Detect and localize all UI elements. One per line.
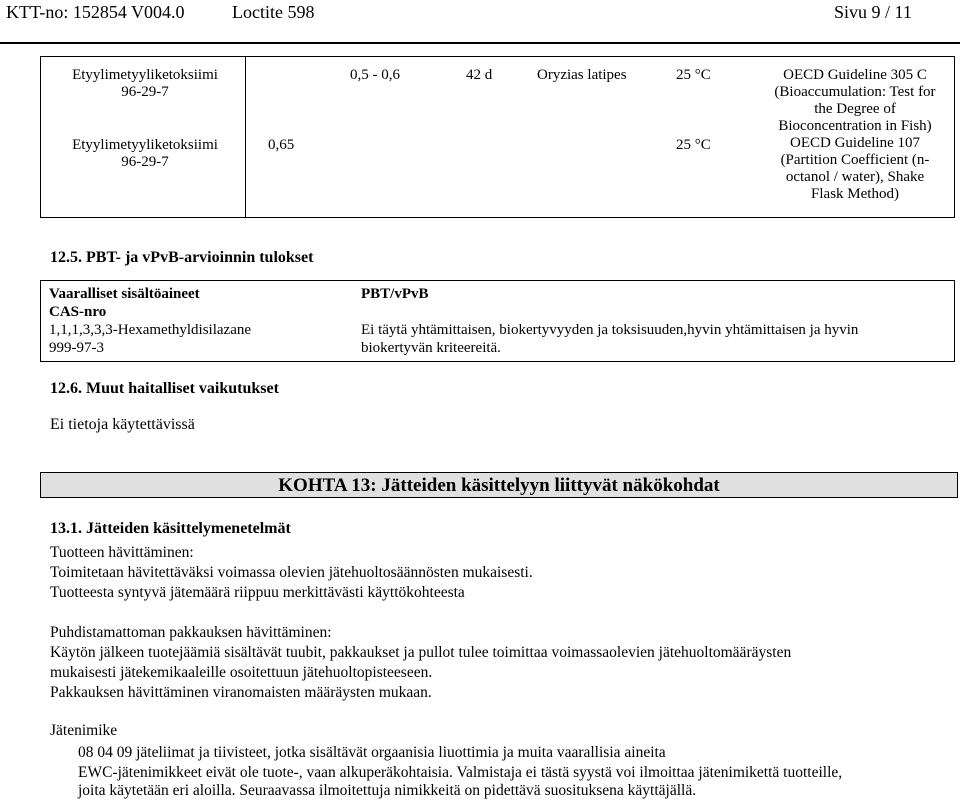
method-line: octanol / water), Shake xyxy=(785,169,925,185)
pbt-cas: 999-97-3 xyxy=(49,340,104,356)
substance-name: Etyylimetyyliketoksiimi xyxy=(72,137,218,153)
section-13-1-heading: 13.1. Jätteiden käsittelymenetelmät xyxy=(50,520,291,537)
packaging-disposal-line: mukaisesti jätekemikaaleille osoitettuun jätehuoltopisteeseen. xyxy=(50,664,433,681)
temperature: 25 °C xyxy=(676,67,711,83)
product-name: Loctite 598 xyxy=(232,2,315,22)
col-pbt-header: PBT/vPvB xyxy=(361,286,429,302)
waste-code-label: Jätenimike xyxy=(50,722,118,739)
pbt-result-line-1: Ei täytä yhtämittaisen, biokertyvyyden ja toksisuuden,hyvin yhtämittaisen ja hyvin xyxy=(361,322,859,338)
header-divider xyxy=(0,42,960,44)
method-line: Flask Method) xyxy=(811,186,899,202)
cas-number: 96-29-7 xyxy=(121,154,169,170)
waste-code-line: joita käytetään eri aloilla. Seuraavassa ilmoitettuja nimikkeitä on pidettävä suosituksena käyttäjällä. xyxy=(78,782,697,799)
col-substance-header: Vaaralliset sisältöaineet xyxy=(49,286,200,302)
section-12-6-heading: 12.6. Muut haitalliset vaikutukset xyxy=(50,380,279,397)
logpow-value: 0,65 xyxy=(268,137,295,153)
method-line: Bioconcentration in Fish) xyxy=(778,118,932,134)
waste-code-line: 08 04 09 jäteliimat ja tiivisteet, jotka sisältävät orgaanisia liuottimia ja muita vaarallisia aineita xyxy=(78,744,666,761)
product-disposal-label: Tuotteen hävittäminen: xyxy=(50,544,194,561)
method-line: the Degree of xyxy=(814,101,896,117)
packaging-disposal-line: Pakkauksen hävittäminen viranomaisten määräysten mukaan. xyxy=(50,684,432,701)
product-disposal-line: Tuotteesta syntyvä jätemäärä riippuu merkittävästi käyttökohteesta xyxy=(50,584,465,601)
test-method-1 xyxy=(755,67,955,203)
pbt-substance: 1,1,1,3,3,3-Hexamethyldisilazane xyxy=(49,322,252,338)
method-line: (Partition Coefficient (n- xyxy=(780,152,930,168)
pbt-result-line-2: biokertyvän kriteereitä. xyxy=(361,340,501,356)
temperature: 25 °C xyxy=(676,137,711,153)
exposure-time: 42 d xyxy=(466,67,493,83)
bcf-value: 0,5 - 0,6 xyxy=(350,67,400,83)
table-row-2-substance xyxy=(50,137,240,171)
packaging-disposal-line: Käytön jälkeen tuotejäämiä sisältävät tuubit, pakkaukset ja pullot tulee toimittaa voimassaolevien jätehuoltomääräysten xyxy=(50,644,792,661)
page-number: Sivu 9 / 11 xyxy=(834,2,912,22)
method-line: OECD Guideline 107 xyxy=(790,135,920,151)
section-12-6-text: Ei tietoja käytettävissä xyxy=(50,416,195,433)
document-id: KTT-no: 152854 V004.0 xyxy=(6,2,185,22)
product-disposal-line: Toimitetaan hävitettäväksi voimassa olevien jätehuoltosäännösten mukaisesti. xyxy=(50,564,533,581)
method-line: (Bioaccumulation: Test for xyxy=(774,84,936,100)
col-cas-header: CAS-nro xyxy=(49,304,107,320)
table-row-1-substance xyxy=(50,67,240,101)
substance-name: Etyylimetyyliketoksiimi xyxy=(72,67,218,83)
section-13-banner: KOHTA 13: Jätteiden käsittelyyn liittyvät näkökohdat xyxy=(40,472,958,498)
cas-number: 96-29-7 xyxy=(121,84,169,100)
waste-code-line: EWC-jätenimikkeet eivät ole tuote-, vaan alkuperäkohtaisia. Valmistaja ei tästä syystä voi ilmoittaa jätenimikettä tuotteille, xyxy=(78,764,843,781)
method-line: OECD Guideline 305 C xyxy=(783,67,927,83)
table-divider xyxy=(245,56,246,218)
packaging-disposal-label: Puhdistamattoman pakkauksen hävittäminen: xyxy=(50,624,332,641)
section-12-5-heading: 12.5. PBT- ja vPvB-arvioinnin tulokset xyxy=(50,249,314,266)
species: Oryzias latipes xyxy=(537,67,627,83)
